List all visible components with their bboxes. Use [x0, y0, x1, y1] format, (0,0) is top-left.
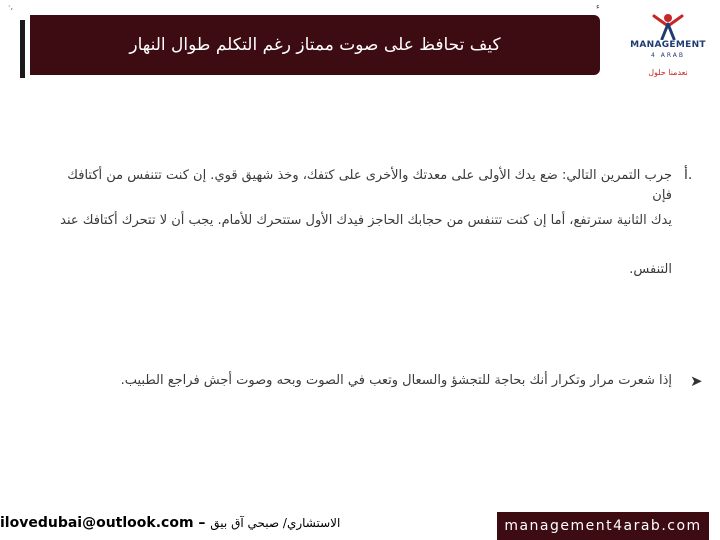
title-banner [30, 15, 600, 75]
footer-separator: – [193, 515, 211, 531]
footer-email[interactable]: ilovedubai@outlook.com [0, 515, 194, 531]
item-a-marker: أ. [684, 167, 693, 183]
brand-logo [618, 12, 718, 82]
footer-website[interactable]: management4arab.com [504, 518, 702, 534]
item-a-line-1: جرب التمرين التالي: ضع يدك الأولى على معدتك والأخرى على كتفك، وخذ شهيق قوي. إن كنت تتنفس من أكتافك فإن [67, 168, 672, 203]
logo-tagline: نعدمنا حلول [648, 68, 688, 77]
corner-mark-right: ء [596, 2, 600, 11]
person-figure-icon [650, 12, 686, 40]
arrow-bullet-icon: ➤ [690, 372, 703, 390]
footer-website-banner [497, 512, 709, 540]
page-title: كيف تحافظ على صوت ممتاز رغم التكلم طوال النهار [129, 35, 501, 55]
logo-sub-text: 4 ARAB [651, 52, 685, 59]
item-a-line-3: التنفس. [629, 262, 672, 277]
left-accent-bar [20, 20, 25, 78]
item-a-line-2: يدك الثانية سترتفع، أما إن كنت تتنفس من حجابك الحاجز فيدك الأول ستتحرك للأمام. يجب أن لا تتحرك أكتافك عند [60, 213, 672, 228]
item-b-text: إذا شعرت مرار وتكرار أنك بحاجة للتجشؤ والسعال وتعب في الصوت وبحه وصوت أجش فراجع الطبيب. [120, 373, 672, 388]
logo-main-text: MANAGEMENT [630, 40, 706, 50]
corner-mark-left: ·, [8, 2, 14, 11]
footer-contact [0, 515, 340, 531]
footer-author: الاستشاري/ صبحي آق بيق [210, 516, 341, 530]
